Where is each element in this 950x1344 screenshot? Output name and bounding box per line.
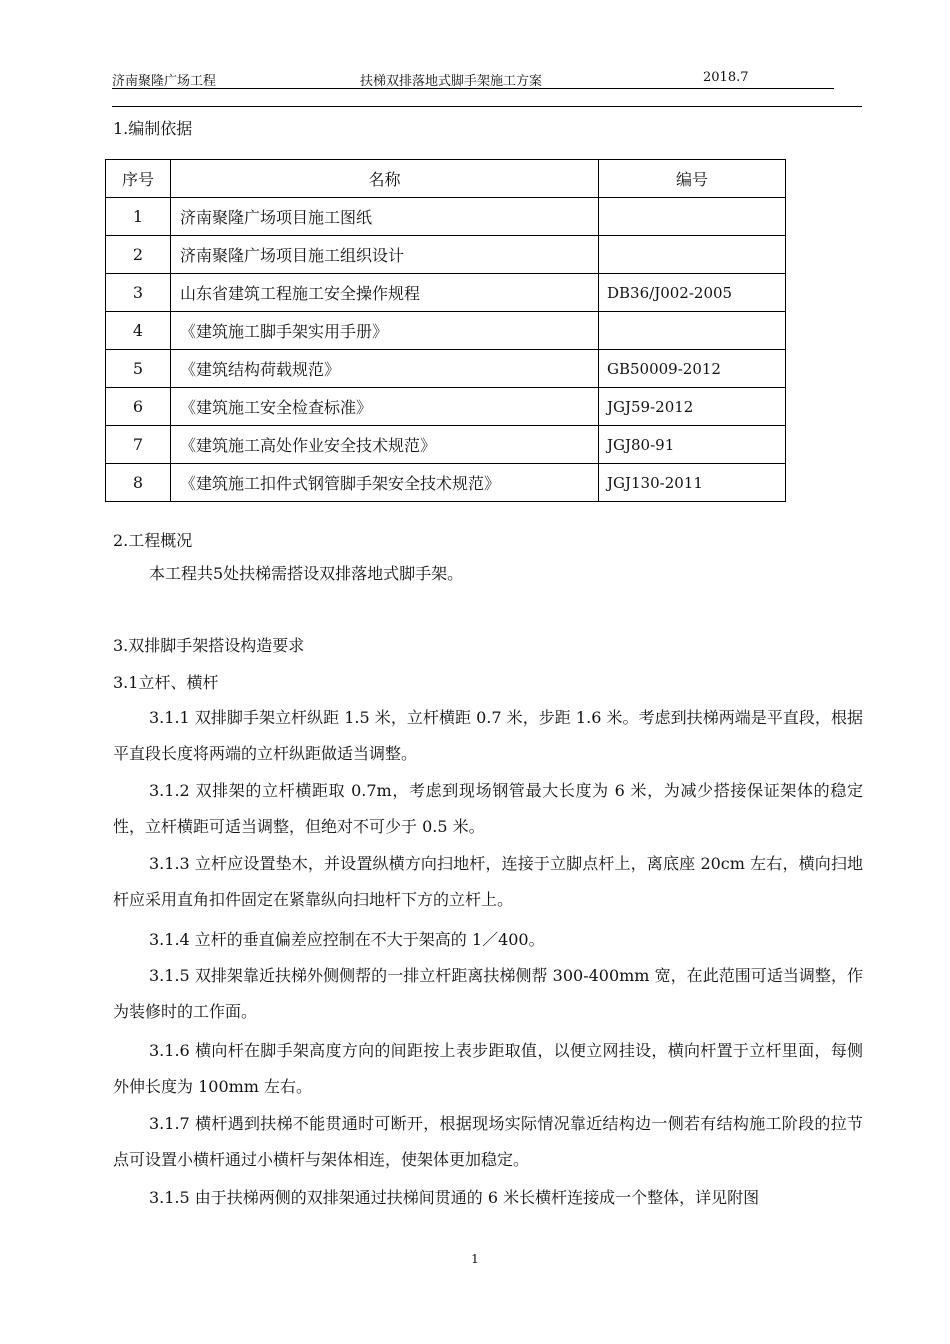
- cell-name: 济南聚隆广场项目施工图纸: [171, 198, 599, 236]
- col-header-name: 名称: [171, 160, 599, 198]
- cell-no: 6: [106, 388, 171, 426]
- header-date: 2018.7: [703, 70, 749, 85]
- col-header-code: 编号: [599, 160, 786, 198]
- cell-code: [599, 312, 786, 350]
- table-row: [106, 426, 786, 464]
- cell-no: 7: [106, 426, 171, 464]
- clause-3-1-4: 3.1.4 立杆的垂直偏差应控制在不大于架高的 1／400。: [149, 930, 545, 949]
- table-row: [106, 350, 786, 388]
- cell-code: GB50009-2012: [599, 350, 786, 388]
- cell-no: 8: [106, 464, 171, 502]
- basis-table: [105, 159, 786, 502]
- clause-3-1-7: 3.1.7 横杆遇到扶梯不能贯通时可断开，根据现场实际情况靠近结构边一侧若有结构施工阶段的拉节点可设置小横杆通过小横杆与架体相连，使架体更加稳定。: [113, 1114, 863, 1169]
- table-row: [106, 312, 786, 350]
- cell-name: 《建筑施工脚手架实用手册》: [171, 312, 599, 350]
- clause-3-1-1: 3.1.1 双排脚手架立杆纵距 1.5 米，立杆横距 0.7 米，步距 1.6 米。考虑到扶梯两端是平直段，根据平直段长度将两端的立杆纵距做适当调整。: [113, 708, 863, 763]
- table-row: [106, 236, 786, 274]
- page-header: [112, 70, 834, 89]
- cell-name: 济南聚隆广场项目施工组织设计: [171, 236, 599, 274]
- table-header-row: [106, 160, 786, 198]
- section-1-title: 1.编制依据: [113, 119, 193, 138]
- clause-3-1-6: 3.1.6 横向杆在脚手架高度方向的间距按上表步距取值，以便立网挂设，横向杆置于立杆里面，每侧外伸长度为 100mm 左右。: [113, 1041, 863, 1096]
- table-row: [106, 464, 786, 502]
- cell-code: JGJ59-2012: [599, 388, 786, 426]
- header-title: 扶梯双排落地式脚手架施工方案: [360, 74, 543, 89]
- cell-code: [599, 236, 786, 274]
- clause-3-1-2: 3.1.2 双排架的立杆横距取 0.7m，考虑到现场钢管最大长度为 6 米，为减少搭接保证架体的稳定性，立杆横距可适当调整，但绝对不可少于 0.5 米。: [113, 781, 863, 836]
- cell-code: JGJ80-91: [599, 426, 786, 464]
- cell-no: 3: [106, 274, 171, 312]
- cell-name: 《建筑施工扣件式钢管脚手架安全技术规范》: [171, 464, 599, 502]
- cell-no: 2: [106, 236, 171, 274]
- header-project: 济南聚隆广场工程: [112, 74, 217, 89]
- col-header-no: 序号: [106, 160, 171, 198]
- cell-no: 1: [106, 198, 171, 236]
- section-3-title: 3.双排脚手架搭设构造要求: [113, 636, 305, 655]
- cell-code: JGJ130-2011: [599, 464, 786, 502]
- cell-code: DB36/J002-2005: [599, 274, 786, 312]
- table-row: [106, 274, 786, 312]
- cell-name: 《建筑施工高处作业安全技术规范》: [171, 426, 599, 464]
- clause-3-1-3: 3.1.3 立杆应设置垫木，并设置纵横方向扫地杆，连接于立脚点杆上，离底座 20cm 左右，横向扫地杆应采用直角扣件固定在紧靠纵向扫地杆下方的立杆上。: [113, 854, 863, 909]
- section-2-title: 2.工程概况: [113, 531, 193, 550]
- header-divider: [112, 106, 862, 107]
- table-row: [106, 198, 786, 236]
- cell-no: 4: [106, 312, 171, 350]
- cell-no: 5: [106, 350, 171, 388]
- cell-name: 山东省建筑工程施工安全操作规程: [171, 274, 599, 312]
- table-row: [106, 388, 786, 426]
- page-number: 1: [471, 1252, 479, 1266]
- section-2-text: 本工程共5处扶梯需搭设双排落地式脚手架。: [149, 564, 464, 583]
- section-3-1-title: 3.1立杆、横杆: [113, 673, 219, 692]
- clause-3-1-5-b: 3.1.5 由于扶梯两侧的双排架通过扶梯间贯通的 6 米长横杆连接成一个整体，详见附图: [149, 1188, 760, 1207]
- cell-name: 《建筑施工安全检查标准》: [171, 388, 599, 426]
- clause-3-1-5: 3.1.5 双排架靠近扶梯外侧侧帮的一排立杆距离扶梯侧帮 300-400mm 宽，在此范围可适当调整，作为装修时的工作面。: [113, 966, 863, 1021]
- cell-code: [599, 198, 786, 236]
- cell-name: 《建筑结构荷载规范》: [171, 350, 599, 388]
